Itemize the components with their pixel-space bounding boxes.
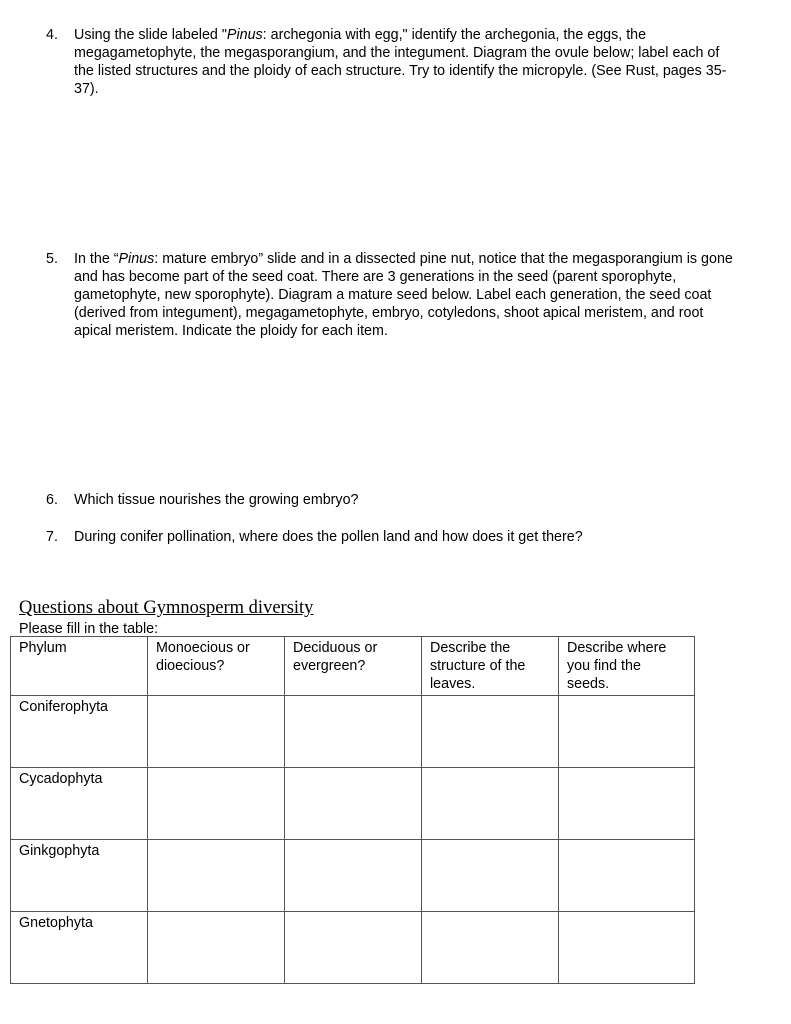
table-row — [11, 768, 695, 840]
question-5-text — [46, 250, 786, 340]
header-cell: Describe where you find the seeds. — [559, 637, 695, 696]
question-4-line-2: megagametophyte, the megasporangium, and the integument. Diagram the ovule below; label each of — [74, 45, 720, 61]
answer-cell[interactable] — [285, 912, 422, 984]
table-row — [11, 696, 695, 768]
answer-cell[interactable] — [559, 696, 695, 768]
answer-cell[interactable] — [285, 840, 422, 912]
header-cell: Deciduous or evergreen? — [285, 637, 422, 696]
question-4-italic: Pinus — [226, 27, 263, 43]
question-4-line-1a: Using the slide labeled " — [74, 27, 227, 43]
table-row — [11, 912, 695, 984]
question-6-number: 6. — [46, 492, 58, 508]
question-7-number: 7. — [46, 529, 58, 545]
question-5-number: 5. — [46, 251, 58, 267]
question-7 — [46, 528, 786, 546]
phylum-cell: Cycadophyta — [11, 768, 148, 840]
answer-cell[interactable] — [559, 840, 695, 912]
question-4-number: 4. — [46, 27, 58, 43]
question-4-line-3: the listed structures and the ploidy of each structure. Try to identify the micropyle. (See Rust, pages 35- — [74, 63, 727, 79]
phylum-cell: Coniferophyta — [11, 696, 148, 768]
question-5 — [46, 250, 786, 340]
question-5-line-5: apical meristem. Indicate the ploidy for each item. — [74, 323, 388, 339]
question-6 — [46, 491, 786, 509]
question-4 — [46, 26, 786, 98]
table-header-row — [11, 637, 695, 696]
phylum-cell: Ginkgophyta — [11, 840, 148, 912]
answer-cell[interactable] — [148, 912, 285, 984]
answer-cell[interactable] — [285, 696, 422, 768]
answer-cell[interactable] — [148, 768, 285, 840]
header-cell: Phylum — [11, 637, 148, 696]
header-cell: Monoecious or dioecious? — [148, 637, 285, 696]
answer-cell[interactable] — [422, 768, 559, 840]
question-5-line-1a: In the “ — [74, 251, 119, 267]
answer-cell[interactable] — [559, 912, 695, 984]
question-5-line-3: gametophyte, new sporophyte). Diagram a mature seed below. Label each generation, the seed coat — [74, 287, 712, 303]
answer-cell[interactable] — [148, 840, 285, 912]
answer-cell[interactable] — [559, 768, 695, 840]
question-4-line-1b: : archegonia with egg," identify the archegonia, the eggs, the — [262, 27, 647, 43]
question-5-italic: Pinus — [118, 251, 155, 267]
question-4-line-4: 37). — [74, 81, 99, 97]
question-7-text: During conifer pollination, where does the pollen land and how does it get there? — [74, 529, 583, 545]
question-6-text: Which tissue nourishes the growing embryo? — [74, 492, 359, 508]
answer-cell[interactable] — [422, 696, 559, 768]
question-5-line-2: and has become part of the seed coat. There are 3 generations in the seed (parent sporophyte, — [74, 269, 677, 285]
header-cell: Describe the structure of the leaves. — [422, 637, 559, 696]
gymnosperm-table — [10, 636, 695, 984]
answer-cell[interactable] — [422, 840, 559, 912]
question-5-line-4: (derived from integument), megagametophyte, embryo, cotyledons, shoot apical meristem, and root — [74, 305, 704, 321]
section-heading: Questions about Gymnosperm diversity — [19, 598, 314, 618]
table-row — [11, 840, 695, 912]
question-4-text — [46, 26, 786, 98]
answer-cell[interactable] — [148, 696, 285, 768]
phylum-cell: Gnetophyta — [11, 912, 148, 984]
table-instruction: Please fill in the table: — [19, 621, 159, 637]
answer-cell[interactable] — [422, 912, 559, 984]
answer-cell[interactable] — [285, 768, 422, 840]
question-5-line-1b: : mature embryo” slide and in a dissected pine nut, notice that the megasporangium is gone — [154, 251, 733, 267]
